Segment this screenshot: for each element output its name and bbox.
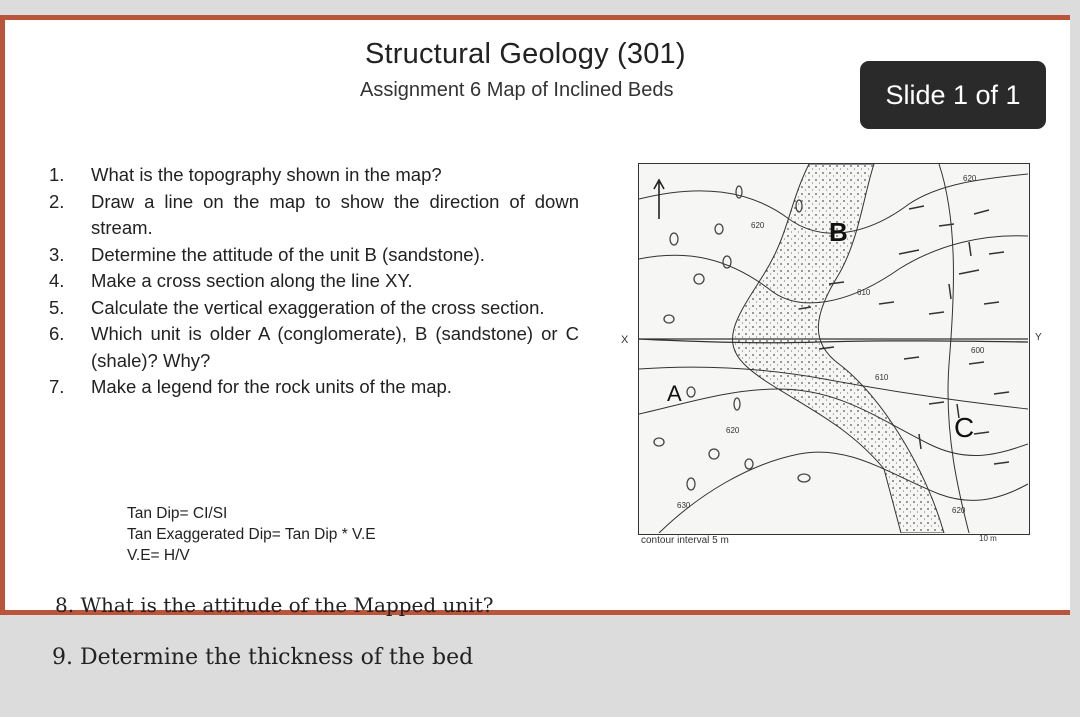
slide <box>0 15 1070 615</box>
question-text: Calculate the vertical exaggeration of the cross section. <box>91 296 545 318</box>
contour-interval-note: contour interval 5 m <box>641 535 729 546</box>
contour-label: 620 <box>963 174 977 183</box>
list-item <box>49 268 579 295</box>
list-item <box>49 242 579 269</box>
question-text: Make a cross section along the line XY. <box>91 270 413 291</box>
slide-title: Structural Geology (301) <box>365 38 686 70</box>
contour-label: 620 <box>726 426 740 435</box>
slide-counter-badge: Slide 1 of 1 <box>860 61 1046 129</box>
slide-subtitle: Assignment 6 Map of Inclined Beds <box>360 79 674 101</box>
question-8: 8. What is the attitude of the Mapped unit? <box>55 593 494 617</box>
question-number: 2. <box>49 190 65 212</box>
contour-label: 620 <box>751 221 765 230</box>
geologic-map <box>621 163 1042 546</box>
contour-label: 630 <box>677 501 691 510</box>
list-item <box>49 295 579 322</box>
question-text: Determine the attitude of the unit B (sandstone). <box>91 243 485 265</box>
contour-label: 620 <box>952 506 966 515</box>
question-list <box>49 162 579 401</box>
formula-block <box>127 503 376 566</box>
formula-ve: V.E= H/V <box>127 547 190 564</box>
scale-label: 10 m <box>979 534 997 543</box>
question-number: 3. <box>49 243 65 265</box>
contour-label: 600 <box>971 346 985 355</box>
question-text: Draw a line on the map to show the direction of down stream. <box>91 190 579 238</box>
question-text: Which unit is older A (conglomerate), B (sandstone) or C (shale)? Why? <box>91 323 579 371</box>
question-text: What is the topography shown in the map? <box>91 164 442 185</box>
unit-label-c: C <box>954 412 975 443</box>
section-label-x: X <box>621 334 629 346</box>
question-number: 1. <box>49 164 65 185</box>
contour-line <box>659 452 1028 533</box>
question-number: 4. <box>49 270 65 291</box>
question-number: 7. <box>49 376 65 397</box>
list-item <box>49 189 579 242</box>
formula-tan-dip: Tan Dip= CI/SI <box>127 505 228 522</box>
unit-label-a: A <box>667 381 682 406</box>
list-item <box>49 321 579 374</box>
contour-label: 610 <box>857 288 871 297</box>
section-label-y: Y <box>1035 332 1042 343</box>
list-item <box>49 374 579 401</box>
list-item <box>49 162 579 189</box>
question-number: 6. <box>49 323 65 344</box>
contour-label: 610 <box>875 373 889 382</box>
formula-exaggerated-dip: Tan Exaggerated Dip= Tan Dip * V.E <box>127 526 376 543</box>
question-number: 5. <box>49 296 65 318</box>
unit-label-b: B <box>829 217 848 247</box>
question-text: Make a legend for the rock units of the map. <box>91 376 452 397</box>
north-arrow-icon <box>654 180 664 219</box>
question-9: 9. Determine the thickness of the bed <box>52 645 474 670</box>
contour-line <box>939 164 969 533</box>
